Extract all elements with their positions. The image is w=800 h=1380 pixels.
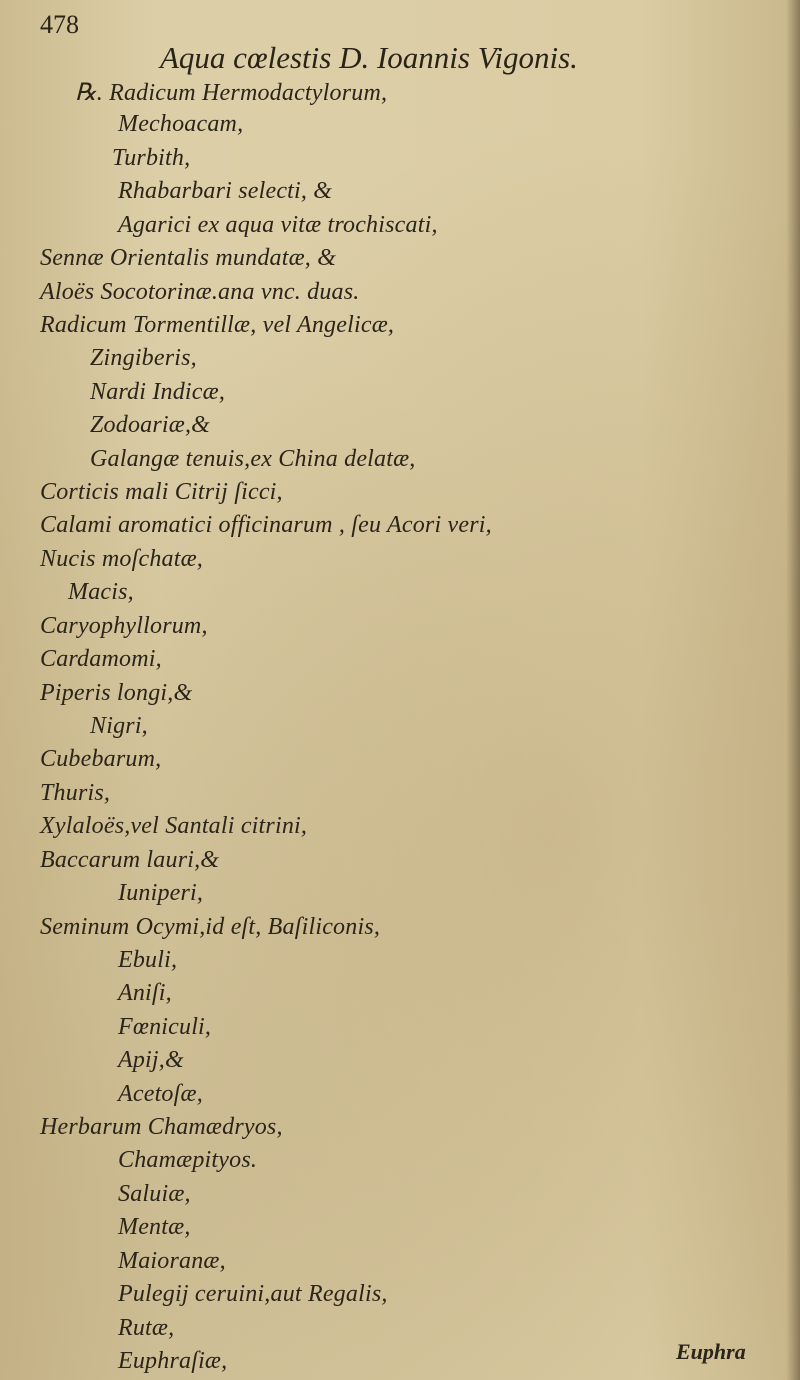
ingredient-line: Radicum Tormentillæ, vel Angelicæ, [40, 312, 395, 338]
ingredient-line: Apij,& [118, 1047, 184, 1073]
ingredient-line: ℞. Radicum Hermodactylorum, [75, 80, 388, 106]
ingredient-line: Euphraſiæ, [118, 1348, 228, 1374]
ingredient-line: Galangæ tenuis,ex China delatæ, [90, 446, 416, 472]
ingredient-line: Herbarum Chamædryos, [40, 1114, 283, 1140]
ingredient-line: Aloës Socotorinæ.ana vnc. duas. [40, 279, 360, 305]
ingredient-line: Nucis moſchatæ, [40, 546, 203, 572]
ingredient-line: Caryophyllorum, [40, 613, 208, 639]
ingredient-line: Maioranæ, [118, 1248, 226, 1274]
ingredient-line: Macis, [68, 579, 134, 605]
catchword: Euphra [676, 1339, 746, 1364]
ingredient-line: Aniſi, [118, 980, 172, 1006]
ingredient-line: Sennæ Orientalis mundatæ, & [40, 245, 337, 271]
ingredient-line: Cubebarum, [40, 746, 162, 772]
ingredient-line: Agarici ex aqua vitæ trochiscati, [118, 212, 438, 238]
ingredient-line: Piperis longi,& [40, 680, 193, 706]
ingredient-line: Mentæ, [118, 1214, 191, 1240]
page-edge-shadow [786, 0, 800, 1380]
ingredient-line: Calami aromatici officinarum , ſeu Acori veri, [40, 512, 492, 538]
running-head: Aqua cœlestis D. Ioannis Vigonis. [160, 40, 578, 75]
ingredient-line: Iuniperi, [118, 880, 204, 906]
ingredient-line: Cardamomi, [40, 646, 162, 672]
ingredient-line: Seminum Ocymi,id eſt, Baſiliconis, [40, 914, 381, 940]
ingredient-line: Turbith, [112, 145, 191, 171]
ingredient-line: Corticis mali Citrij ſicci, [40, 479, 283, 505]
ingredient-line: Nigri, [90, 713, 148, 739]
ingredient-line: Ebuli, [118, 947, 178, 973]
ingredient-line: Zingiberis, [90, 345, 197, 371]
ingredient-line: Thuris, [40, 780, 111, 806]
ingredient-line: Fœniculi, [118, 1014, 212, 1040]
ingredient-line: Zodoariæ,& [90, 412, 211, 438]
ingredient-line: Pulegij ceruini,aut Regalis, [118, 1281, 388, 1307]
ingredient-line: Acetoſæ, [118, 1081, 203, 1107]
ingredient-line: Baccarum lauri,& [40, 847, 220, 873]
ingredient-line: Saluiæ, [118, 1181, 191, 1207]
ingredient-line: Mechoacam, [118, 111, 244, 137]
ingredient-line: Xylaloës,vel Santali citrini, [40, 813, 308, 839]
ingredient-line: Rhabarbari selecti, & [118, 178, 333, 204]
page-number: 478 [40, 10, 79, 39]
ingredient-line: Nardi Indicæ, [90, 379, 226, 405]
ingredient-line: Chamæpityos. [118, 1147, 258, 1173]
ingredient-line: Rutæ, [118, 1315, 175, 1341]
